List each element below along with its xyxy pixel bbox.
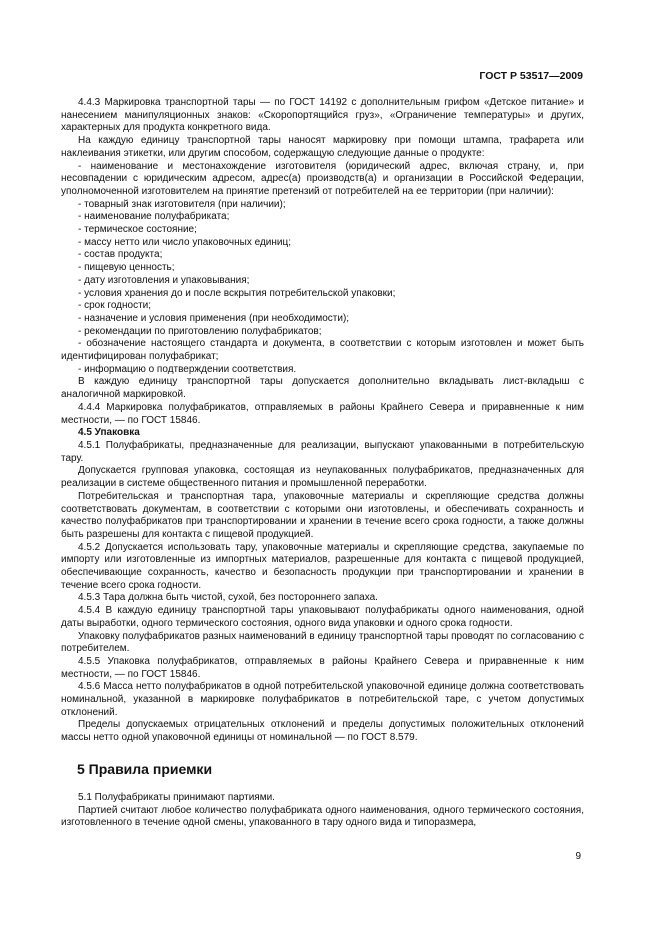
- list-item: - наименование полуфабриката;: [78, 211, 230, 223]
- list-item: - состав продукта;: [78, 249, 163, 261]
- list-item: - пищевую ценность;: [78, 262, 175, 274]
- list-item: - товарный знак изготовителя (при наличии);: [78, 198, 286, 210]
- paragraph: 4.5.5 Упаковка полуфабрикатов, отправляемых в районы Крайнего Севера и приравненные к ним местности, — по ГОСТ 15846.: [61, 655, 584, 680]
- list-item: - срок годности;: [78, 300, 152, 312]
- list-item: - назначение и условия применения (при необходимости);: [78, 312, 350, 324]
- paragraph: 4.5.3 Тара должна быть чистой, сухой, без постороннего запаха.: [78, 592, 378, 604]
- paragraph: Упаковку полуфабрикатов разных наименований в единицу транспортной тары проводят по согласованию с потребителем.: [61, 630, 584, 655]
- list-item: - условия хранения до и после вскрытия потребительской упаковки;: [78, 287, 396, 299]
- paragraph: Партией считают любое количество полуфабриката одного наименования, одного термического состояния, изготовленного в течение одной смены, упакованного в тару одного вида и типоразмера,: [61, 804, 584, 829]
- paragraph: В каждую единицу транспортной тары допускается дополнительно вкладывать лист-вкладыш с аналогичной маркировкой.: [61, 376, 584, 401]
- paragraph: 4.5.2 Допускается использовать тару, упаковочные материалы и скрепляющие средства, закупаемые по импорту или изготовленные из импортных материалов, разрешенные для контакта с пищевой продукцией, обеспечивающие сохранность, качество и безопасность продукции при транспортировании и хранении в течение всего срока годности.: [61, 541, 584, 591]
- list-item: - наименование и местонахождение изготовителя (юридический адрес, включая страну, и, при несовпадении с юридическим адресом, адрес(а) производств(а) и организации в Российской Федерации, уполномоченной изготовителем на принятие претензий от потребителей на ее территории (при наличии):: [61, 160, 584, 197]
- list-item: - информацию о подтверждении соответствия.: [78, 363, 297, 375]
- paragraph: На каждую единицу транспортной тары наносят маркировку при помощи штампа, трафарета или наклеивания этикетки, или другим способом, содержащую следующие данные о продукте:: [61, 135, 584, 159]
- paragraph: 4.5.4 В каждую единицу транспортной тары упаковывают полуфабрикаты одного наименования, одной даты выработки, одного термического состояния, одного вида упаковки и одного срока годности.: [61, 605, 584, 629]
- subsection-heading: 4.5 Упаковка: [78, 427, 140, 439]
- section-heading: 5 Правила приемки: [77, 760, 213, 777]
- page-number: 9: [575, 851, 581, 862]
- paragraph: Допускается групповая упаковка, состоящая из неупакованных полуфабрикатов, предназначенных для реализации в системе общественного питания и промышленной переработки.: [61, 465, 584, 490]
- list-item: - обозначение настоящего стандарта и документа, в соответствии с которым изготовлен и может быть идентифицирован полуфабрикат;: [61, 338, 584, 363]
- paragraph: 4.4.3 Маркировка транспортной тары — по ГОСТ 14192 с дополнительным грифом «Детское питание» и нанесением манипуляционных знаков: «Скоропортящийся груз», «Ограничение температуры» и других, характерных для продукта конкретного вида.: [61, 97, 584, 134]
- document-header: ГОСТ Р 53517—2009: [479, 70, 583, 82]
- section-marking: [61, 97, 584, 427]
- section-packaging: [61, 440, 584, 745]
- section-acceptance: [61, 792, 584, 830]
- list-item: - рекомендации по приготовлению полуфабрикатов;: [78, 325, 322, 337]
- paragraph: Пределы допускаемых отрицательных отклонений и пределы допустимых положительных отклонений массы нетто одной упаковочной единицы от номинальной — по ГОСТ 8.579.: [61, 719, 584, 744]
- paragraph: Потребительская и транспортная тара, упаковочные материалы и скрепляющие средства должны соответствовать документам, в соответствии с которыми они изготовлены, и обеспечивать сохранность и качество полуфабрикатов при транспортировании и хранении в течение всего срока годности, а также должны быть разрешены для контакта с пищевой продукцией.: [61, 490, 584, 540]
- paragraph: 4.5.6 Масса нетто полуфабрикатов в одной потребительской упаковочной единице должна соответствовать номинальной, указанной в маркировке полуфабрикатов в потребительской таре, с учетом допустимых отклонений.: [61, 681, 584, 718]
- paragraph: 4.5.1 Полуфабрикаты, предназначенные для реализации, выпускают упакованными в потребительскую тару.: [61, 439, 584, 464]
- list-item: - дату изготовления и упаковывания;: [78, 274, 250, 286]
- list-item: - массу нетто или число упаковочных единиц;: [78, 236, 291, 248]
- document-body: [61, 97, 584, 830]
- list-item: - термическое состояние;: [78, 224, 197, 236]
- paragraph: 5.1 Полуфабрикаты принимают партиями.: [78, 791, 275, 803]
- paragraph: 4.4.4 Маркировка полуфабрикатов, отправляемых в районы Крайнего Севера и приравненные к ним местности, — по ГОСТ 15846.: [61, 401, 584, 426]
